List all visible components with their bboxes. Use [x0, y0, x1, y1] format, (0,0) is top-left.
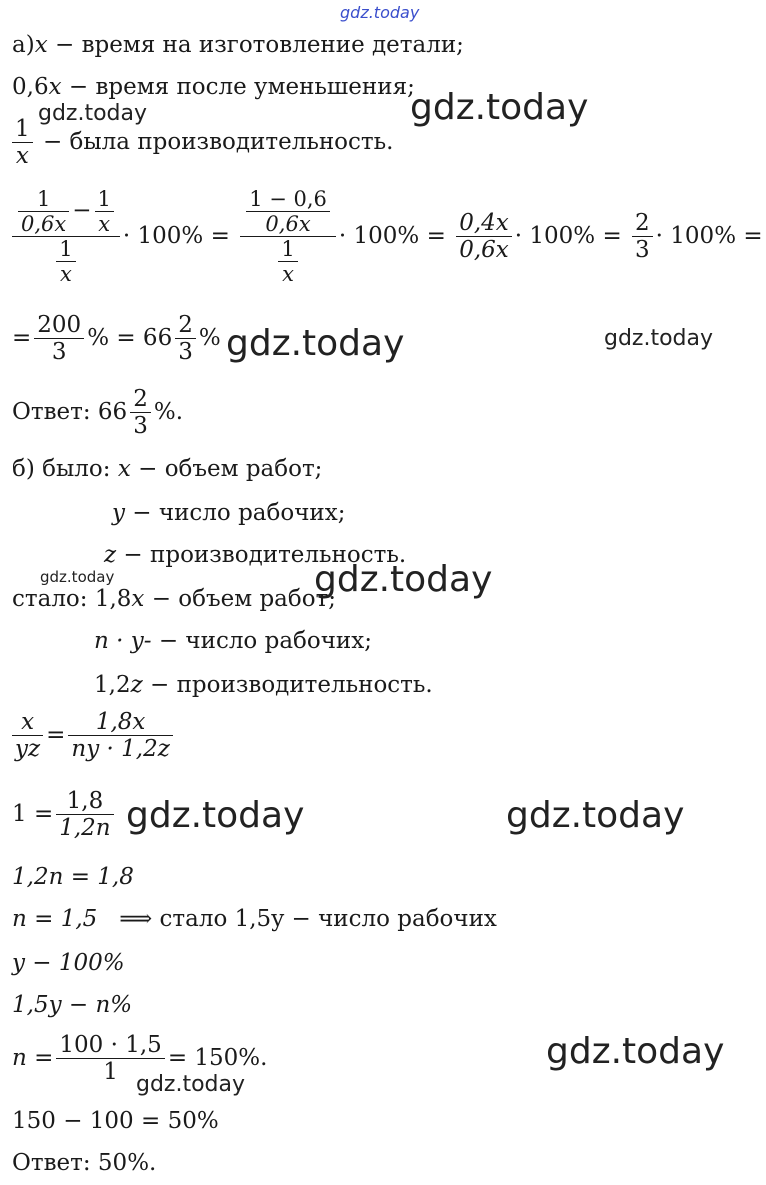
part-a-answer: Ответ: 66 $\frac{2}{3}$ %. [12, 386, 184, 440]
part-a-equation-2: = $\frac{200}{3}$ % = 66 $\frac{2}{3}$ % [12, 312, 221, 366]
fraction-compound-1: $\frac{1}{0,6x}$ − $\frac{1}{x}$ $\frac{1}{x}$ [12, 187, 120, 287]
watermark: gdz.today [226, 323, 405, 364]
part-b-equation-8: 150 − 100 = 50% [12, 1108, 219, 1134]
watermark: gdz.today [604, 326, 714, 351]
part-b-line-2: y − число рабочих; [112, 500, 346, 526]
fraction: $\frac{1}{x}$ [278, 237, 297, 286]
line-text: − время после уменьшения; [61, 74, 415, 100]
coefficient: 0,6 [12, 74, 49, 100]
fraction: $\frac{1,8}{1,2n}$ [56, 788, 113, 842]
part-a-line-2 [12, 76, 415, 99]
part-a-line-1 [12, 34, 464, 57]
part-b-equation-3: 1,2n = 1,8 [12, 864, 134, 890]
variable: x [48, 74, 62, 100]
watermark-top: gdz.today [340, 3, 420, 22]
part-a-line-3 [12, 116, 393, 170]
watermark: gdz.today [410, 87, 589, 128]
line-text: − время на изготовление детали; [47, 32, 464, 58]
fraction: $\frac{200}{3}$ [34, 312, 84, 366]
watermark: gdz.today [506, 795, 685, 836]
fraction: $\frac{2}{3}$ [632, 210, 653, 264]
fraction: $\frac{1}{x}$ [12, 116, 33, 170]
fraction: $\frac{2}{3}$ [130, 386, 151, 440]
part-b-equation-1: $\frac{x}{yz}$ = $\frac{1,8x}{ny \cdot 1,2z}$ [12, 709, 176, 763]
fraction: $\frac{100 \cdot 1,5}{1}$ [56, 1032, 164, 1086]
line-text: − была производительность. [35, 128, 394, 155]
fraction-compound-2 [240, 187, 336, 287]
part-b-line-1: б) было: x − объем работ; [12, 456, 323, 482]
part-b-equation-5: y − 100% [12, 950, 125, 976]
watermark: gdz.today [40, 568, 115, 586]
watermark: gdz.today [546, 1031, 725, 1072]
part-b-line-3: z − производительность. [104, 542, 407, 568]
fraction: $\frac{2}{3}$ [175, 312, 196, 366]
part-b-equation-2: 1 = $\frac{1,8}{1,2n}$ [12, 788, 117, 842]
watermark: gdz.today [314, 559, 493, 600]
watermark: gdz.today [126, 795, 305, 836]
variable: x [34, 32, 48, 58]
fraction: $\frac{x}{yz}$ [12, 709, 43, 763]
part-b-line-5: n · y- − число рабочих; [94, 628, 372, 654]
watermark: gdz.today [38, 101, 148, 126]
part-b-equation-4: n = 1,5 ⟹ стало 1,5y − число рабочих [12, 906, 497, 932]
fraction: $\frac{1}{x}$ [56, 237, 75, 286]
fraction: $\frac{1}{0,6x}$ [18, 187, 69, 236]
part-b-answer: Ответ: 50%. [12, 1150, 157, 1176]
fraction: $\frac{0,4x}{0,6x}$ [456, 210, 512, 264]
part-b-line-6: 1,2z − производительность. [94, 672, 433, 698]
part-b-equation-6: 1,5y − n% [12, 992, 133, 1018]
fraction: $\frac{1}{x}$ [95, 187, 114, 236]
part-b-equation-7: n = $\frac{100 \cdot 1,5}{1}$ = 150%. [12, 1032, 268, 1086]
part-a-equation: $\frac{1}{0,6x}$ − $\frac{1}{x}$ $\frac{1}{x}$ · 100% = $\frac{\frac{1 - 0,6}{0,6x}}{\frac{1}{x}}$ · 100% = $\frac{0,4x}{0,6x}$ · 100% = $\frac{2}{3}$ · 100% = [12, 187, 763, 287]
watermark: gdz.today [136, 1072, 246, 1097]
item-label: а) [12, 32, 35, 58]
part-b-line-4: стало: 1,8x − объем работ; [12, 586, 337, 612]
fraction: $\frac{1,8x}{ny \cdot 1,2z}$ [68, 709, 172, 763]
fraction: $\frac{1 - 0,6}{0,6x}$ [246, 187, 330, 236]
